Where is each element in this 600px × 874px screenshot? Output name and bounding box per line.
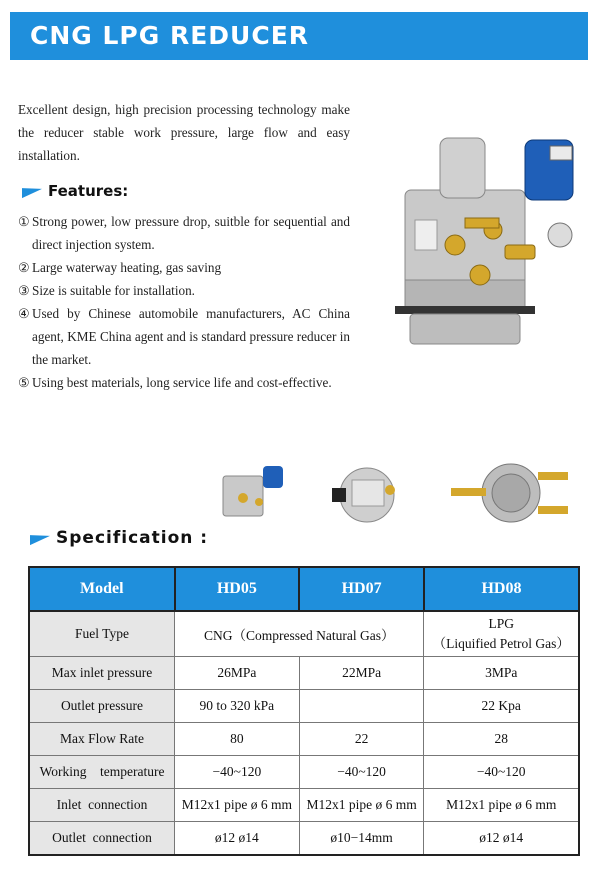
table-row [29,822,579,856]
table-row [29,690,579,723]
feature-item [18,256,350,279]
table-cell: ø10−14mm [299,822,424,856]
table-row [29,756,579,789]
row-label: Fuel Type [29,611,175,657]
feature-text: Size is suitable for installation. [32,283,195,298]
table-cell: −40~120 [175,756,300,789]
table-cell [299,690,424,723]
feature-text: Used by Chinese automobile manufacturers, AC China agent, KME China agent and is standard pressure reducer in the market. [32,306,350,367]
table-cell: ø12 ø14 [424,822,579,856]
page-title: CNG LPG REDUCER [30,21,310,50]
table-cell: M12x1 pipe ø 6 mm [299,789,424,822]
features-heading [22,182,128,200]
intro-paragraph: Excellent design, high precision processing technology make the reducer stable work pressure, large flow and easy installation. [18,102,350,163]
row-label: Working temperature [29,756,175,789]
feature-item [18,371,350,394]
feature-number: ② [18,260,30,275]
table-cell: 22MPa [299,657,424,690]
table-row [29,789,579,822]
feature-number: ④ [18,306,30,321]
specification-heading-label: Specification : [56,528,209,548]
row-label: Outlet connection [29,822,175,856]
row-label: Max Flow Rate [29,723,175,756]
header-hd07: HD07 [299,567,424,611]
feature-text: Strong power, low pressure drop, suitble for sequential and direct injection system. [32,214,350,252]
feature-item [18,210,350,256]
table-row [29,657,579,690]
feature-number: ⑤ [18,375,30,390]
feature-text: Using best materials, long service life and cost-effective. [32,375,332,390]
feature-number: ① [18,214,30,229]
table-row [29,611,579,657]
arrow-icon [30,531,50,545]
table-header-row [29,567,579,611]
hd05-thumbnail [215,462,297,524]
table-cell: 3MPa [424,657,579,690]
table-cell: M12x1 pipe ø 6 mm [175,789,300,822]
row-label: Inlet connection [29,789,175,822]
table-cell: M12x1 pipe ø 6 mm [424,789,579,822]
fuel-type-lpg [424,611,579,657]
arrow-icon [22,184,42,198]
row-label: Outlet pressure [29,690,175,723]
header-hd08: HD08 [424,567,579,611]
lpg-line-2: （Liquified Petrol Gas） [432,636,570,651]
table-cell: 80 [175,723,300,756]
table-cell: 90 to 320 kPa [175,690,300,723]
table-cell: ø12 ø14 [175,822,300,856]
header-model: Model [29,567,175,611]
fuel-type-cng: CNG（Compressed Natural Gas） [175,611,424,657]
specification-heading [30,528,208,548]
feature-text: Large waterway heating, gas saving [32,260,222,275]
table-cell: 22 [299,723,424,756]
specification-table [28,566,580,856]
table-cell: −40~120 [299,756,424,789]
table-cell: 28 [424,723,579,756]
table-cell: 22 Kpa [424,690,579,723]
header-hd05: HD05 [175,567,300,611]
feature-item [18,302,350,371]
feature-number: ③ [18,283,30,298]
table-cell: −40~120 [424,756,579,789]
row-label: Max inlet pressure [29,657,175,690]
hd07-thumbnail [322,462,404,524]
reducer-product-image [385,130,585,360]
table-cell: 26MPa [175,657,300,690]
features-list [18,210,350,394]
features-heading-label: Features: [48,182,129,200]
table-row [29,723,579,756]
title-banner [10,12,588,60]
feature-item [18,279,350,302]
hd08-thumbnail [446,462,576,524]
lpg-line-1: LPG [488,616,514,631]
